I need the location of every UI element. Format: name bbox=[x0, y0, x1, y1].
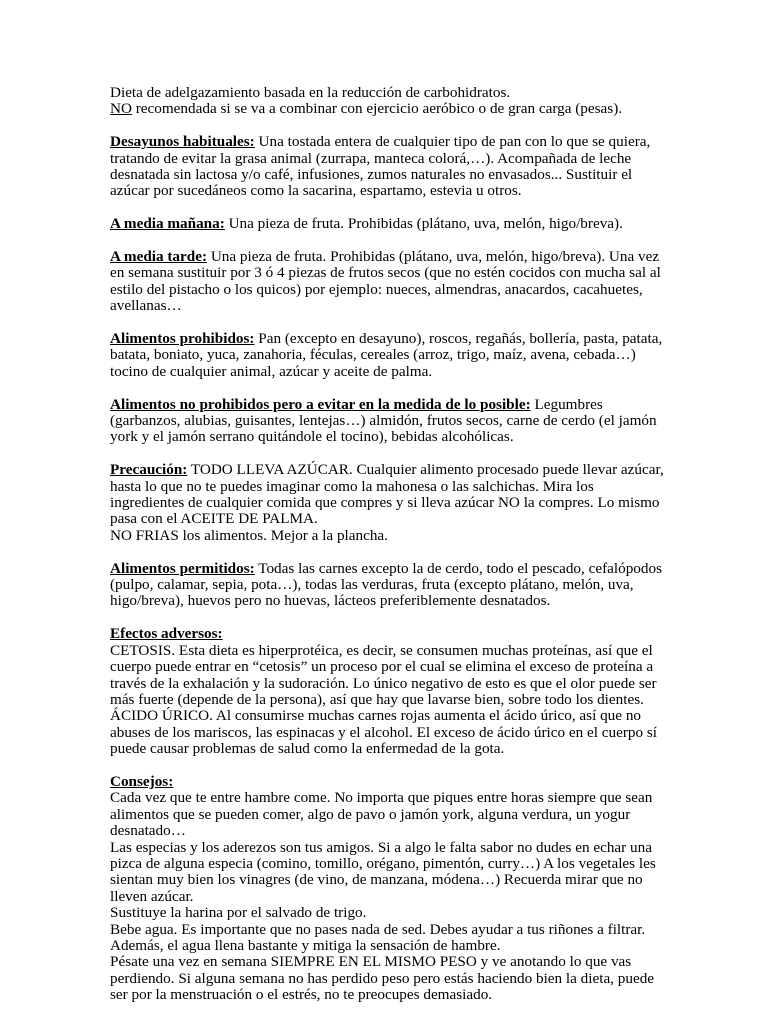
intro-warning bbox=[110, 101, 666, 117]
desayunos-section bbox=[110, 134, 666, 200]
efectos-heading: Efectos adversos: bbox=[110, 625, 223, 643]
media-manana-section bbox=[110, 216, 666, 232]
media-manana-heading: A media mañana: bbox=[110, 215, 225, 233]
efectos-cetosis: CETOSIS. Esta dieta es hiperprotéica, es decir, se consumen muchas proteínas, así que el cuerpo puede entrar en “cetosis” un proceso por el cual se elimina el exceso de proteína a través de la exhalación y la sudoración. Lo único negativo de esto es que el olor puede ser más fuerte (depende de la persona), así que hay que lavarse bien, sobre todo los dientes. bbox=[110, 641, 657, 708]
consejos-p3: Sustituye la harina por el salvado de trigo. bbox=[110, 904, 367, 922]
consejos-p4: Bebe agua. Es importante que no pases nada de sed. Debes ayudar a tus riñones a filtrar. Además, el agua llena bastante y mitiga la sensación de hambre. bbox=[110, 920, 646, 954]
consejos-p2: Las especias y los aderezos son tus amigos. Si a algo le falta sabor no dudes en echar una pizca de alguna especia (comino, tomillo, orégano, pimentón, curry…) A los vegetales les sientan muy bien los vinagres (de vino, de manzana, módena…) Recuerda mirar que no lleven azúcar. bbox=[110, 838, 656, 905]
media-tarde-heading: A media tarde: bbox=[110, 248, 208, 266]
no-prohibidos-text: Legumbres (garbanzos, alubias, guisantes, lentejas…) almidón, frutos secos, carne de cerdo (el jamón york y el jamón serrano quitándole el tocino), bebidas alcohólicas. bbox=[110, 395, 657, 446]
prohibidos-text: Pan (excepto en desayuno), roscos, regañás, bollería, pasta, patata, batata, boniato, yuca, zanahoria, féculas, cereales (arroz, trigo, maíz, avena, cebada…) tocino de cualquier animal, azúcar y aceite de palma. bbox=[110, 330, 663, 380]
consejos-heading: Consejos: bbox=[110, 772, 174, 790]
permitidos-text: Todas las carnes excepto la de cerdo, todo el pescado, cefalópodos (pulpo, calamar, sepia, pota…), todas las verduras, fruta (excepto plátano, melón, uva, higo/breva), huevos pero no huevas, lácteos preferiblemente desnatados. bbox=[110, 559, 662, 610]
intro-line: Dieta de adelgazamiento basada en la reducción de carbohidratos. bbox=[110, 84, 511, 101]
prohibidos-section bbox=[110, 331, 666, 380]
intro-warning-text: recomendada si se va a combinar con ejercicio aeróbico o de gran carga (pesas). bbox=[131, 100, 623, 118]
media-tarde-text: Una pieza de fruta. Prohibidas (plátano, uva, melón, higo/breva). Una vez en semana sustituir por 3 ó 4 piezas de frutos secos (que no estén cocidos con mucha sal al estilo del pistacho o los quicos) por ejemplo: nueces, almendras, anacardos, cacahuetes, avellanas… bbox=[110, 248, 661, 315]
intro-section bbox=[110, 85, 666, 118]
consejos-p5: Pésate una vez en semana SIEMPRE EN EL MISMO PESO y ve anotando lo que vas perdiendo. Si alguna semana no has perdido peso pero estás haciendo bien la dieta, puede ser por la menstruación o el estrés, no te preocupes demasiado. bbox=[110, 953, 655, 1004]
permitidos-heading: Alimentos permitidos: bbox=[110, 559, 255, 577]
consejos-section bbox=[110, 774, 666, 1004]
desayunos-text: Una tostada entera de cualquier tipo de pan con lo que se quiera, tratando de evitar la grasa animal (zurrapa, manteca colorá,…). Acompañada de leche desnatada sin lactosa y/o café, infusiones, zumos naturales no envasados... Sustituir el azúcar por sucedáneos como la sacarina, espartamo, estevia u otros. bbox=[110, 133, 651, 200]
efectos-section bbox=[110, 626, 666, 757]
media-tarde-section bbox=[110, 249, 666, 315]
no-prohibidos-section bbox=[110, 397, 666, 446]
prohibidos-heading: Alimentos prohibidos: bbox=[110, 330, 255, 348]
desayunos-heading: Desayunos habituales: bbox=[110, 133, 255, 151]
precaucion-section bbox=[110, 462, 666, 544]
precaucion-text: TODO LLEVA AZÚCAR. Cualquier alimento procesado puede llevar azúcar, hasta lo que no te puedes imaginar como la mahonesa o las salchichas. Mira los ingredientes de cualquier comida que compres y si lleva azúcar NO la compres. Lo mismo pasa con el ACEITE DE PALMA. bbox=[110, 461, 664, 528]
precaucion-heading: Precaución: bbox=[110, 461, 188, 479]
media-manana-text: Una pieza de fruta. Prohibidas (plátano, uva, melón, higo/breva). bbox=[224, 215, 623, 233]
precaucion-line2: NO FRIAS los alimentos. Mejor a la plancha. bbox=[110, 526, 388, 544]
consejos-p1: Cada vez que te entre hambre come. No importa que piques entre horas siempre que sean alimentos que se pueden comer, algo de pavo o jamón york, alguna verdura, un yogur desnatado… bbox=[110, 789, 653, 840]
permitidos-section bbox=[110, 561, 666, 610]
intro-no: NO bbox=[110, 100, 132, 118]
efectos-acido-urico: ÁCIDO ÚRICO. Al consumirse muchas carnes rojas aumenta el ácido úrico, así que no abuses de los mariscos, las espinacas y el alcohol. El exceso de ácido úrico en el cuerpo sí puede causar problemas de salud como la enfermedad de la gota. bbox=[110, 707, 657, 758]
document-body bbox=[110, 85, 666, 1020]
no-prohibidos-heading: Alimentos no prohibidos pero a evitar en la medida de lo posible: bbox=[110, 395, 531, 413]
